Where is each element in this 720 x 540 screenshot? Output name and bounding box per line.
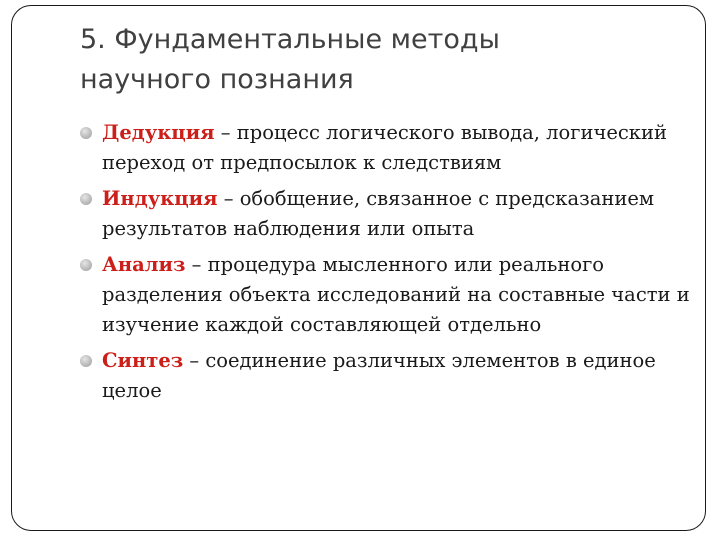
term-synthesis: Синтез bbox=[102, 349, 184, 372]
definition-induction: – обобщение, связанное с предсказанием результатов наблюдения или опыта bbox=[102, 187, 655, 240]
round-bullet-icon bbox=[80, 193, 92, 205]
round-bullet-icon bbox=[80, 259, 92, 271]
term-deduction: Дедукция bbox=[102, 121, 215, 144]
term-analysis: Анализ bbox=[102, 253, 186, 276]
round-bullet-icon bbox=[80, 355, 92, 367]
round-bullet-icon bbox=[80, 127, 92, 139]
list-item-induction bbox=[80, 184, 690, 244]
definition-deduction: – процесс логического вывода, логический переход от предпосылок к следствиям bbox=[102, 121, 667, 174]
title-line-1: 5. Фундаментальные методы bbox=[80, 24, 500, 55]
definition-synthesis: – соединение различных элементов в единое целое bbox=[102, 349, 656, 402]
method-list bbox=[80, 118, 690, 412]
list-item-analysis bbox=[80, 250, 690, 340]
title-line-2: научного познания bbox=[80, 64, 354, 95]
list-item-deduction bbox=[80, 118, 690, 178]
list-item-synthesis bbox=[80, 346, 690, 406]
term-induction: Индукция bbox=[102, 187, 218, 210]
definition-analysis: – процедура мысленного или реального разделения объекта исследований на составные части и изучение каждой составляющей отдельно bbox=[102, 253, 690, 336]
slide-title bbox=[80, 20, 680, 100]
